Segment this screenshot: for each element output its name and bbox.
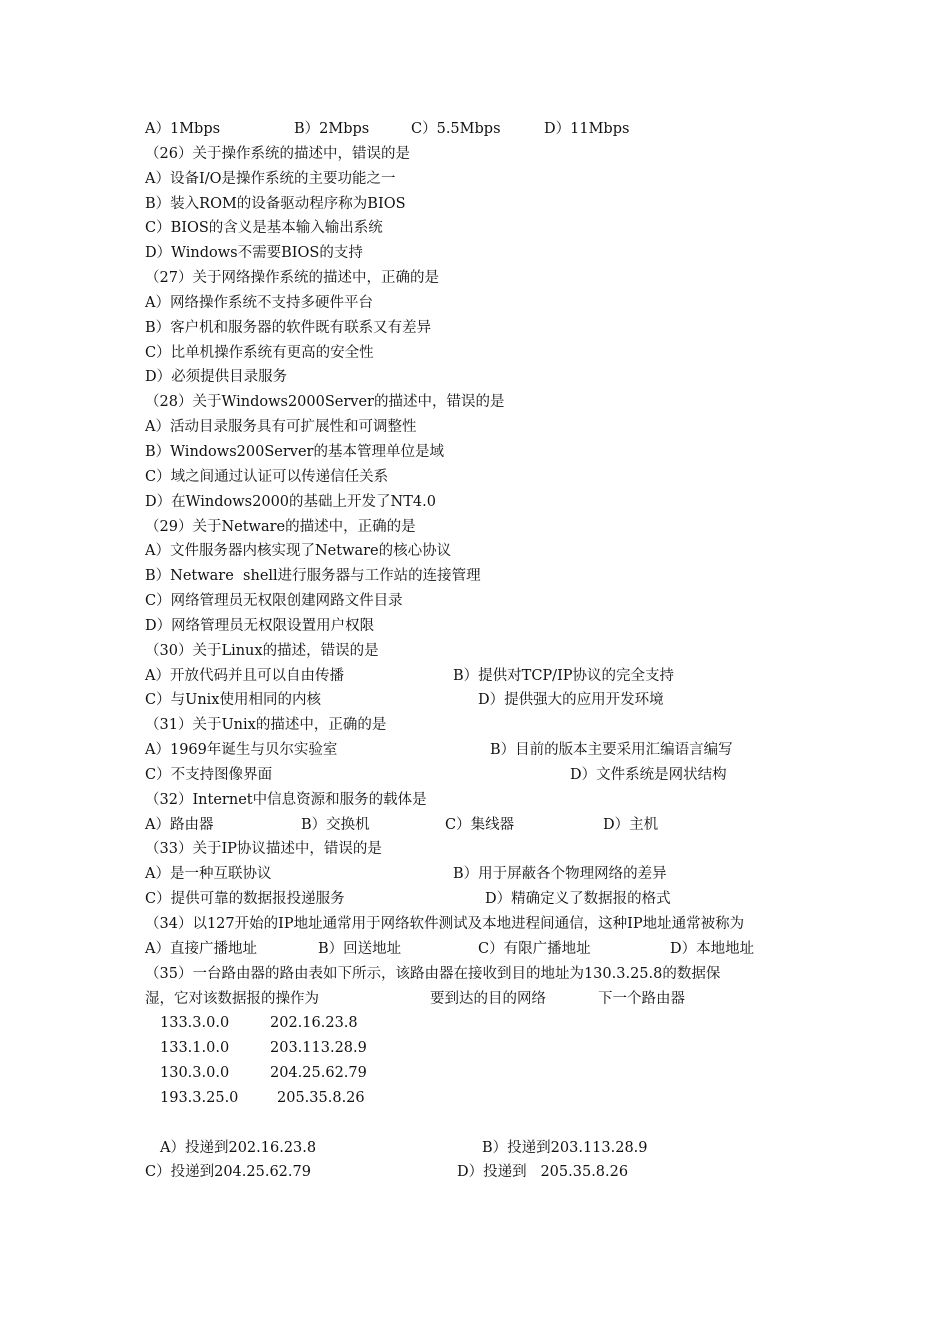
q35-route-row — [145, 1086, 815, 1111]
q30-option-c: C）与Unix使用相同的内核 — [145, 692, 321, 709]
q35-column-next-router: 下一个路由器 — [598, 990, 685, 1007]
q26-option-b: B）装入ROM的设备驱动程序称为BIOS — [145, 195, 406, 212]
q33-options-row-2 — [145, 887, 815, 912]
q27-option-b: B）客户机和服务器的软件既有联系又有差异 — [145, 319, 432, 336]
q26-option-d: D）Windows不需要BIOS的支持 — [145, 245, 363, 262]
q31-option-d: D）文件系统是网状结构 — [570, 766, 727, 783]
q34-option-c: C）有限广播地址 — [478, 940, 591, 957]
q35-route-dest: 133.1.0.0 — [160, 1040, 230, 1057]
q30-options-row-2 — [145, 688, 815, 713]
q32-options-row — [145, 813, 815, 838]
q35-stem-line-2 — [145, 987, 815, 1012]
q31-options-row-1 — [145, 738, 815, 763]
q35-route-row — [145, 1011, 815, 1036]
q33-option-c: C）提供可靠的数据报投递服务 — [145, 891, 345, 908]
q35-route-next-hop: 204.25.62.79 — [270, 1065, 367, 1082]
q33-option-a: A）是一种互联协议 — [145, 866, 272, 883]
q34-option-d: D）本地地址 — [670, 940, 755, 957]
q35-route-next-hop: 202.16.23.8 — [270, 1015, 358, 1032]
q35-option-c: C）投递到204.25.62.79 — [145, 1164, 311, 1181]
q28-option-c: C）域之间通过认证可以传递信任关系 — [145, 468, 389, 485]
q28-option-d: D）在Windows2000的基础上开发了NT4.0 — [145, 493, 436, 510]
q32-option-a: A）路由器 — [145, 816, 214, 833]
q31-stem: （31）关于Unix的描述中，正确的是 — [145, 717, 387, 734]
q29-option-d: D）网络管理员无权限设置用户权限 — [145, 617, 375, 634]
q35-option-b: B）投递到203.113.28.9 — [482, 1139, 648, 1156]
q25-option-b: B）2Mbps — [294, 121, 370, 137]
q26-stem: （26）关于操作系统的描述中，错误的是 — [145, 145, 410, 162]
q33-option-d: D）精确定义了数据报的格式 — [485, 891, 671, 908]
q27-stem: （27）关于网络操作系统的描述中，正确的是 — [145, 270, 439, 287]
q26-option-c: C）BIOS的含义是基本输入输出系统 — [145, 220, 383, 237]
q30-options-row-1 — [145, 664, 815, 689]
q35-route-next-hop: 205.35.8.26 — [277, 1089, 365, 1106]
blank-spacer — [145, 1111, 815, 1136]
q27-option-c: C）比单机操作系统有更高的安全性 — [145, 344, 374, 361]
q35-route-next-hop: 203.113.28.9 — [270, 1040, 367, 1057]
q35-column-dest-network: 要到达的目的网络 — [430, 990, 546, 1007]
q27-option-a: A）网络操作系统不支持多硬件平台 — [145, 294, 373, 311]
q25-options-row — [145, 117, 815, 142]
q35-option-d: D）投递到 205.35.8.26 — [457, 1164, 629, 1181]
q31-options-row-2 — [145, 763, 815, 788]
q28-option-b: B）Windows200Server的基本管理单位是域 — [145, 443, 444, 460]
q25-option-d: D）11Mbps — [544, 121, 630, 137]
q35-stem-text: 湿，它对该数据报的操作为 — [145, 990, 319, 1007]
q33-stem: （33）关于IP协议描述中，错误的是 — [145, 841, 382, 858]
q31-option-c: C）不支持图像界面 — [145, 766, 273, 783]
q35-route-row — [145, 1061, 815, 1086]
q35-stem-line-1: （35）一台路由器的路由表如下所示，该路由器在接收到目的地址为130.3.25.8的数据保 — [145, 965, 721, 982]
q30-option-b: B）提供对TCP/IP协议的完全支持 — [453, 667, 675, 684]
q30-option-a: A）开放代码并且可以自由传播 — [145, 667, 344, 684]
q34-option-a: A）直接广播地址 — [145, 940, 257, 957]
q25-option-a: A）1Mbps — [145, 121, 221, 137]
q35-options-row-1 — [145, 1136, 815, 1161]
q34-stem: （34）以127开始的IP地址通常用于网络软件测试及本地进程间通信，这种IP地址通常被称为 — [145, 916, 745, 932]
q29-option-a: A）文件服务器内核实现了Netware的核心协议 — [145, 543, 452, 560]
q32-option-b: B）交换机 — [301, 816, 370, 833]
q35-option-a: A）投递到202.16.23.8 — [160, 1139, 317, 1156]
q35-options-row-2 — [145, 1160, 815, 1185]
q31-option-b: B）目前的版本主要采用汇编语言编写 — [490, 742, 733, 759]
q35-route-row — [145, 1036, 815, 1061]
q30-option-d: D）提供强大的应用开发环境 — [478, 692, 664, 709]
q25-option-c: C）5.5Mbps — [411, 121, 501, 137]
q30-stem: （30）关于Linux的描述，错误的是 — [145, 642, 379, 659]
q28-option-a: A）活动目录服务具有可扩展性和可调整性 — [145, 419, 417, 436]
q35-route-dest: 193.3.25.0 — [160, 1089, 239, 1106]
q35-route-dest: 130.3.0.0 — [160, 1065, 230, 1082]
q29-option-c: C）网络管理员无权限创建网路文件目录 — [145, 593, 403, 610]
q31-option-a: A）1969年诞生与贝尔实验室 — [145, 742, 338, 759]
q29-stem: （29）关于Netware的描述中，正确的是 — [145, 518, 416, 535]
question-text-block — [145, 117, 815, 1185]
q27-option-d: D）必须提供目录服务 — [145, 369, 288, 386]
q32-option-d: D）主机 — [603, 816, 659, 833]
q26-option-a: A）设备I/O是操作系统的主要功能之一 — [145, 170, 396, 187]
q28-stem: （28）关于Windows2000Server的描述中，错误的是 — [145, 394, 505, 411]
q33-options-row-1 — [145, 862, 815, 887]
q35-route-dest: 133.3.0.0 — [160, 1015, 230, 1032]
q29-option-b: B）Netware shell进行服务器与工作站的连接管理 — [145, 568, 481, 585]
q34-options-row — [145, 937, 815, 962]
q34-option-b: B）回送地址 — [318, 940, 402, 957]
q32-option-c: C）集线器 — [445, 816, 515, 833]
q33-option-b: B）用于屏蔽各个物理网络的差异 — [453, 866, 667, 883]
q32-stem: （32）Internet中信息资源和服务的载体是 — [145, 791, 427, 808]
